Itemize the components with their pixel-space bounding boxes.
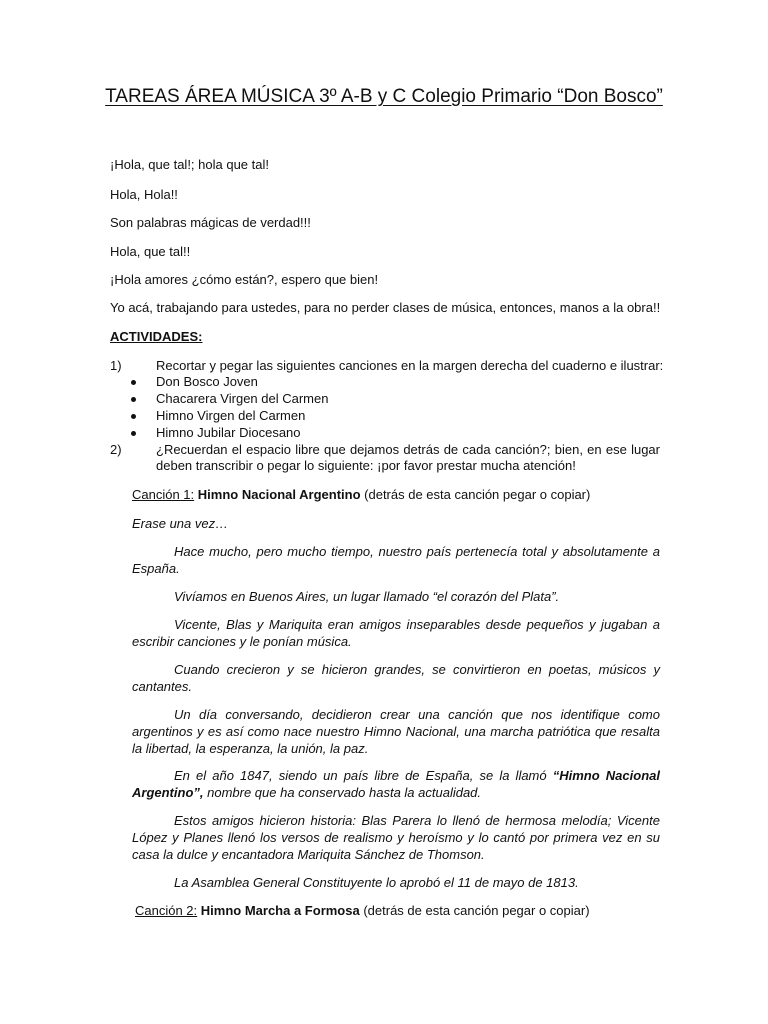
song-2-note: (detrás de esta canción pegar o copiar) [363,903,590,918]
item-2-text: ¿Recuerdan el espacio libre que dejamos detrás de cada canción?; bien, en ese lugar deben transcribir o pegar lo siguiente: ¡por favor prestar mucha atención! [156,442,660,473]
song-2-label: Canción 2: [135,903,198,918]
greeting-line-5: ¡Hola amores ¿cómo están?, espero que bien! [110,272,379,287]
song-list-item: Himno Jubilar Diocesano [156,425,301,440]
story-paragraph-1: Hace mucho, pero mucho tiempo, nuestro país pertenecía total y absolutamente a España. [132,544,660,576]
greeting-line-1: ¡Hola, que tal!; hola que tal! [110,157,269,172]
document-title: TAREAS ÁREA MÚSICA 3º A-B y C Colegio Primario “Don Bosco” [105,86,663,107]
greeting-line-3: Son palabras mágicas de verdad!!! [110,215,311,230]
greeting-line-6: Yo acá, trabajando para ustedes, para no perder clases de música, entonces, manos a la obra!! [110,300,661,315]
item-1-number: 1) [110,358,122,373]
story-opening: Erase una vez… [132,516,229,531]
story-paragraph-4: Cuando crecieron y se hicieron grandes, se convirtieron en poetas, músicos y cantantes. [132,662,660,694]
bullet-icon [131,414,136,419]
story-paragraph-7: Estos amigos hicieron historia: Blas Parera lo llenó de hermosa melodía; Vicente López y Planes llenó los versos de realismo y heroísmo y lo cantó por primera vez en su casa la dulce y encantadora Mariquita Sánchez de Thomson. [132,813,660,862]
story-paragraph-6 [132,767,660,801]
song-1-name: Himno Nacional Argentino [197,487,361,502]
item-1-text: Recortar y pegar las siguientes canciones en la margen derecha del cuaderno e ilustrar: [156,358,664,373]
song-2-heading [135,903,590,919]
bullet-icon [131,431,136,436]
story-paragraph-8: La Asamblea General Constituyente lo aprobó el 11 de mayo de 1813. [174,875,579,890]
song-1-heading [132,487,590,503]
story-paragraph-5: Un día conversando, decidieron crear una canción que nos identifique como argentinos y es así como nace nuestro Himno Nacional, una marcha patriótica que resalta la libertad, la esperanza, la unión, la paz. [132,707,660,756]
song-list-item: Don Bosco Joven [156,374,258,389]
story-paragraph-6-end: nombre que ha conservado hasta la actualidad. [203,785,482,800]
greeting-line-2: Hola, Hola!! [110,187,178,202]
story-paragraph-2: Vivíamos en Buenos Aires, un lugar llamado “el corazón del Plata”. [174,589,560,604]
song-2-name: Himno Marcha a Formosa [200,903,360,918]
song-list-item: Himno Virgen del Carmen [156,408,306,423]
song-1-note: (detrás de esta canción pegar o copiar) [364,487,591,502]
bullet-icon [131,380,136,385]
activities-heading: ACTIVIDADES: [110,329,203,344]
song-list-item: Chacarera Virgen del Carmen [156,391,329,406]
greeting-line-4: Hola, que tal!! [110,244,191,259]
story-paragraph-6-anthem: “Himno Nacional Argentino”, [132,768,660,800]
story-paragraph-6-start: En el año 1847, siendo un país libre de España, se la llamó [174,768,553,783]
song-1-label: Canción 1: [132,487,195,502]
bullet-icon [131,397,136,402]
story-paragraph-3: Vicente, Blas y Mariquita eran amigos inseparables desde pequeños y jugaban a escribir canciones y le ponían música. [132,617,660,649]
item-2-number: 2) [110,442,122,457]
